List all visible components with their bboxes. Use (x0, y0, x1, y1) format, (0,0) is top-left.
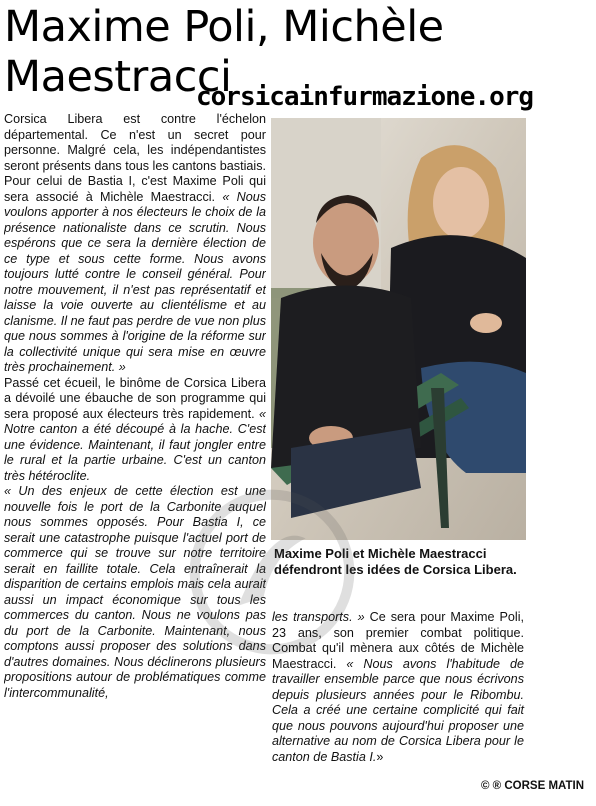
watermark: corsicainfurmazione.org (196, 82, 534, 112)
photo-caption: Maxime Poli et Michèle Maestracci défendront les idées de Corsica Libera. (274, 546, 517, 577)
photo-maxime-poli-michele-maestracci (271, 118, 526, 540)
article-column-1 (4, 112, 266, 802)
paragraph-1: Corsica Libera est contre l'échelon départemental. Ce n'est un secret pour personne. Malgré cela, les indépendantistes seront présents dans tous les cantons bastiais. Pour celui de Bastia I, c'est Maxime Poli qui sera associé à Michèle Maestracci. « Nous voulons apporter à nos électeurs le choix de la présence nationaliste dans ce scrutin. Nous espérons que ce sera la dernière élection de ce type et sous cette forme. Nous avons toujours lutté contre le conseil général. Pour notre mouvement, il n'est pas représentatif et laisse la voie ouverte au clientélisme et au clanisme. Il ne faut pas perdre de vue non plus que nous sommes à l'origine de la réforme sur la collectivité unique qui sera mise en œuvre très prochainement. » (4, 112, 266, 374)
paragraph-3: « Un des enjeux de cette élection est une nouvelle fois le port de la Carbonite auquel nous sommes opposés. Pour Bastia I, ce serait une catastrophe puisque l'actuel port de commerce qui se trouve sur notre territoire serait en faillite totale. Cela entraînerait la disparition de certains emplois mais cela aurait aussi un impact économique sur tous les commerces du canton. Nous ne voulons pas du port de la Carbonite. Maintenant, nous comptons aussi proposer des solutions dans d'autres domaines. Nous déclinerons plusieurs propositions autour de problématiques comme l'intercommunalité, (4, 484, 266, 700)
paragraph-4: les transports. » Ce sera pour Maxime Poli, 23 ans, son premier combat politique. Combat qu'il mènera aux côtés de Michèle Maestracci. « Nous avons l'habitude de travailler ensemble parce que nous écrivons depuis plusieurs années pour le Ribombu. Cela a créé une certaine complicité qui fait que nous pouvons aujourd'hui proposer une alternative au nom de Corsica Libera pour le canton de Bastia I.» (272, 610, 524, 764)
copyright-notice: © ® CORSE MATIN (481, 780, 584, 792)
paragraph-2: Passé cet écueil, le binôme de Corsica Libera a dévoilé une ébauche de son programme qui sera proposé aux électeurs très rapidement. « Notre canton a été découpé à la hache. C'est une évidence. Maintenant, il faut jongler entre le rural et la partie urbaine. C'est un canton très hétéroclite. (4, 375, 266, 483)
photo-illustration (271, 118, 526, 540)
headline: Maxime Poli, Michèle Maestracci (4, 2, 444, 102)
article-column-2 (272, 610, 524, 765)
